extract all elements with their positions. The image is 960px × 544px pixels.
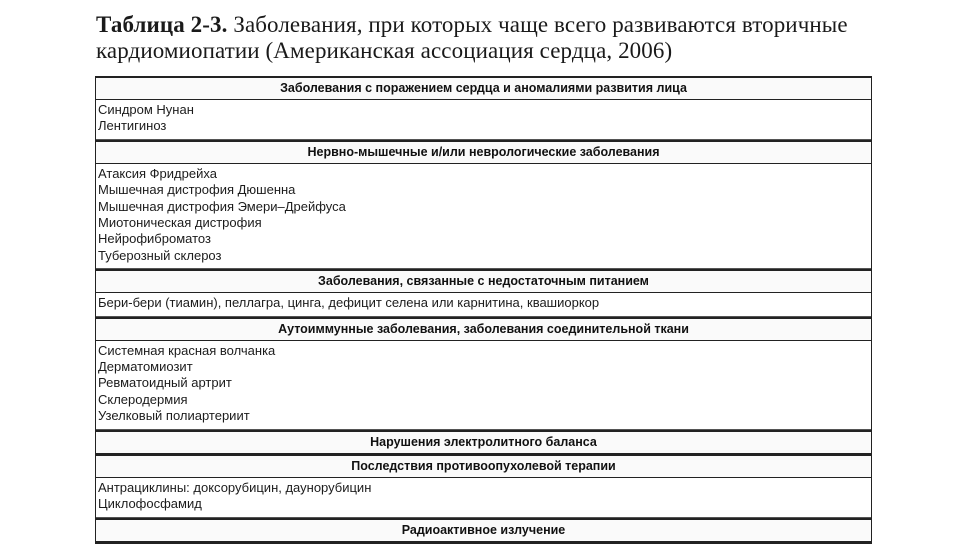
table-section	[96, 518, 871, 542]
list-item: Синдром Нунан	[98, 102, 194, 117]
section-header: Заболевания, связанные с недостаточным питанием	[96, 269, 871, 293]
list-item: Нейрофиброматоз	[98, 231, 211, 247]
list-item: Дерматомиозит	[98, 359, 193, 375]
table-caption-label: Таблица 2-3.	[96, 12, 228, 37]
list-item: Антрациклины: доксорубицин, даунорубицин	[98, 479, 372, 495]
list-item: Бери-бери (тиамин), пеллагра, цинга, дефицит селена или карнитина, квашиоркор	[98, 295, 600, 311]
table-section	[96, 317, 871, 430]
table-section	[96, 454, 871, 518]
list-item: Узелковый полиартериит	[98, 408, 250, 424]
section-body	[96, 164, 871, 269]
table-section	[96, 140, 871, 269]
section-body	[96, 293, 871, 316]
section-header: Аутоиммунные заболевания, заболевания соединительной ткани	[96, 317, 871, 341]
list-item: Ревматоидный артрит	[98, 375, 232, 391]
table-caption	[96, 12, 926, 64]
section-header: Нервно-мышечные и/или неврологические заболевания	[96, 140, 871, 164]
list-item: Системная красная волчанка	[98, 342, 276, 358]
list-item: Миотоническая дистрофия	[98, 215, 262, 231]
list-item: Лентигиноз	[98, 118, 167, 134]
section-body	[96, 341, 871, 430]
list-item: Мышечная дистрофия Дюшенна	[98, 182, 296, 198]
table-section	[96, 430, 871, 454]
section-header: Заболевания с поражением сердца и аномалиями развития лица	[96, 76, 871, 100]
list-item: Мышечная дистрофия Эмери–Дрейфуса	[98, 198, 346, 214]
diseases-table	[95, 76, 872, 544]
list-item: Атаксия Фридрейха	[98, 165, 217, 181]
list-item: Циклофосфамид	[98, 496, 202, 512]
section-header: Последствия противоопухолевой терапии	[96, 454, 871, 478]
section-header: Нарушения электролитного баланса	[96, 430, 871, 454]
table-caption-text: Заболевания, при которых чаще всего развиваются вторичные кардиомиопатии (Американская ассоциация сердца, 2006)	[96, 12, 848, 63]
section-body	[96, 478, 871, 518]
section-header: Радиоактивное излучение	[96, 518, 871, 542]
table-section	[96, 76, 871, 140]
list-item: Туберозный склероз	[98, 247, 222, 263]
list-item: Склеродермия	[98, 391, 188, 407]
table-section	[96, 269, 871, 316]
section-body	[96, 100, 871, 140]
